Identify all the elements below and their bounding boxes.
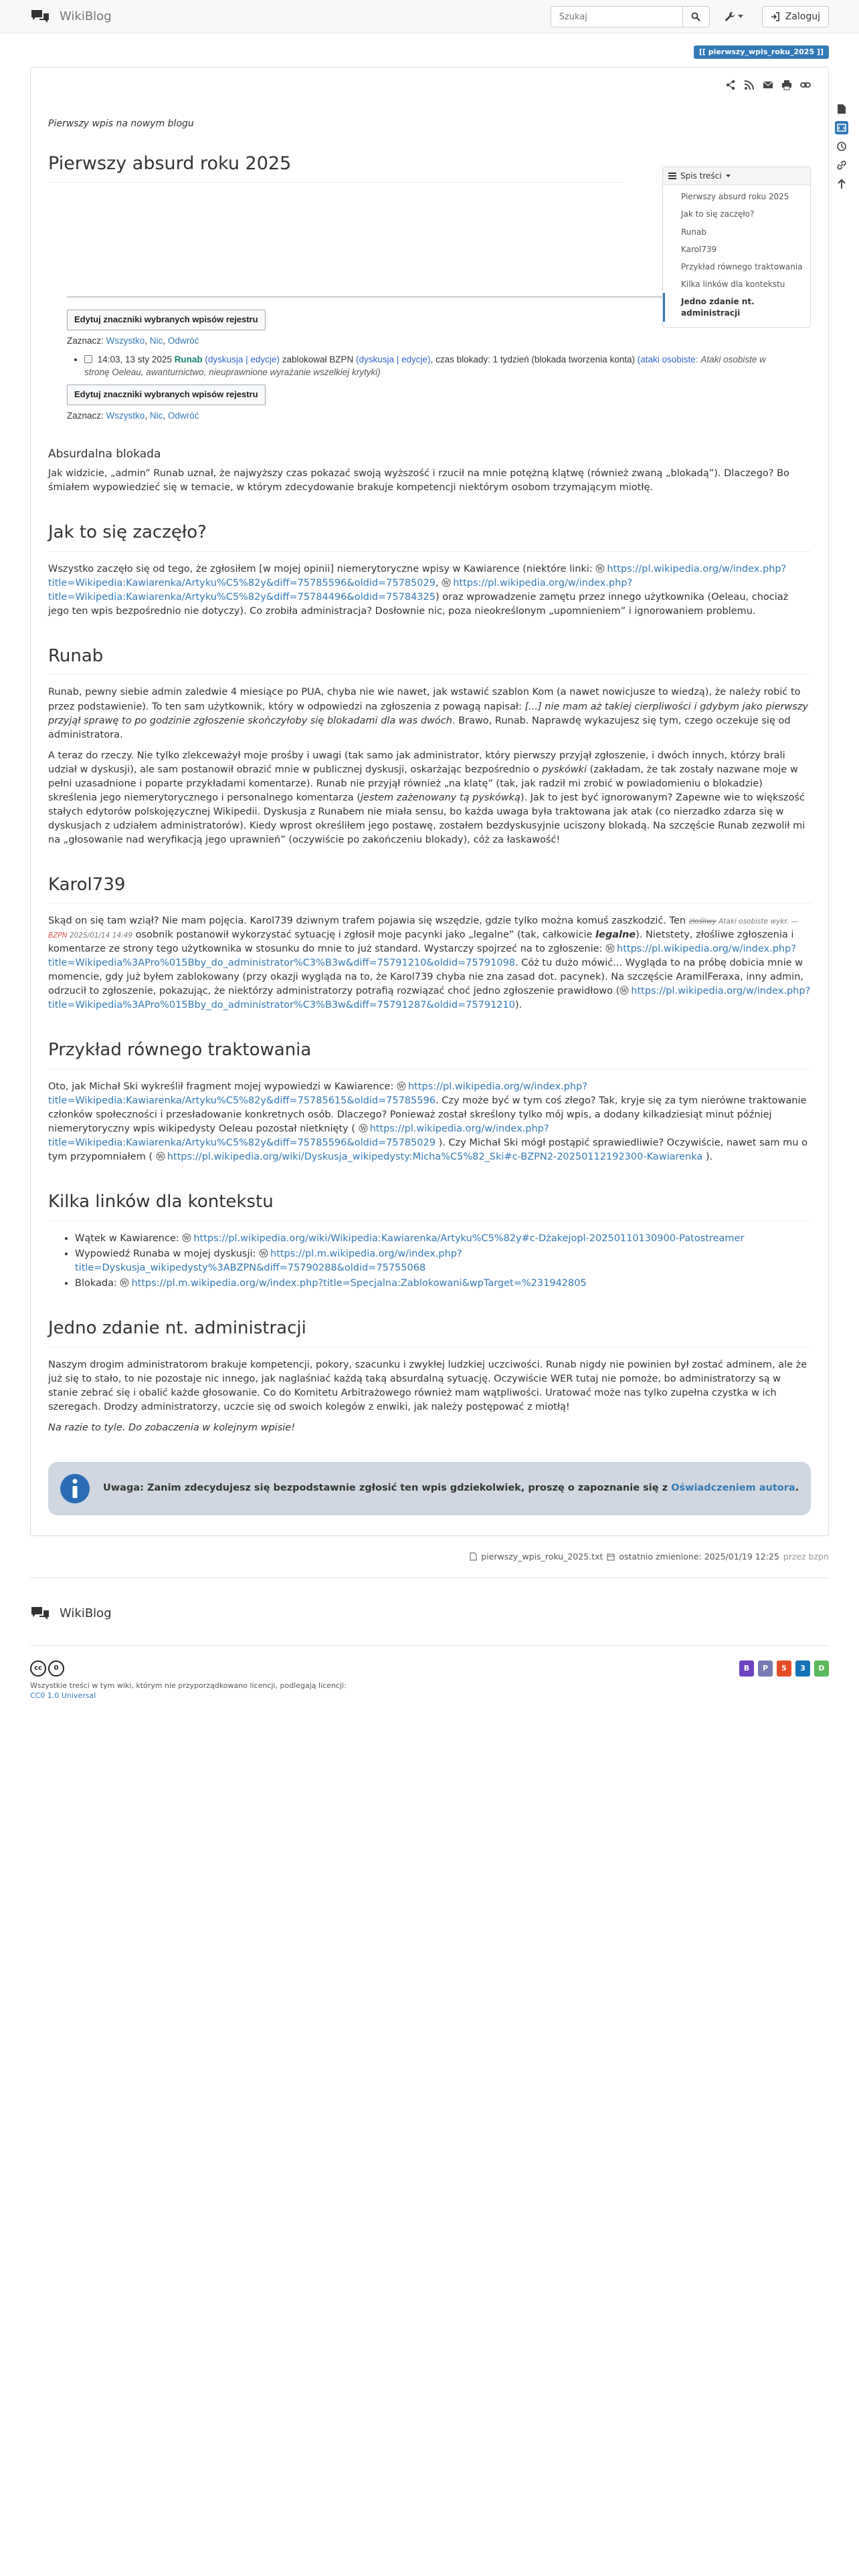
toc-item[interactable]: Jak to się zaczęło? — [681, 209, 755, 219]
source-icon — [837, 123, 846, 132]
login-button[interactable] — [762, 6, 829, 27]
section-heading: Jak to się zaczęło? — [48, 520, 811, 552]
section-heading: Absurdalna blokada — [48, 447, 161, 461]
backlinks-button[interactable] — [835, 158, 848, 172]
svg-text:W: W — [597, 565, 603, 572]
paragraph: Skąd on się tam wziął? Nie mam pojęcia. Karol739 dziwnym trafem pojawia się wszędzie, gdzie tylko można komuś zaszkodzić. Ten złośliwy Ataki osobiste wykr. — BZPN 2025/01/14 14:49 osobnik postanowił wykorzystać sytuację i zgłosił moje pacynki jako „legalne” (tak, całkowicie legalne). Nietstety, złośliwe zgłoszenia i komentarze ze strony tego użytkownika w stosunku do mnie to już standard. Wystarczy spojrzeć na to zgłoszenie: W https://pl.wikipedia.org/w/index.php?title=Wikipedia%3APro%015Bby_do_administrator%C3%B3w&diff=75791210&oldid=75791098. Cóż tu dużo mówić... Wygląda to na próbę dobicia mnie w momencie, gdy już byłem zablokowany (przy okazji wygląda na to, że Karol739 chyba nie zna zasad dot. pacynek). Na szczęście AramilFeraxa, inny admin, odrzucił to zgłoszenie, pokazując, że niektórzy administratorzy potrafią rozwiązać choć jedno zgłoszenie prawidłowo ( W https://pl.wikipedia.org/w/index.php?title=Wikipedia%3APro%015Bby_do_administrator%C3%B3w&diff=75791287&oldid=75791210). — [48, 916, 811, 1011]
svg-text:W: W — [184, 1235, 190, 1241]
log-user-link[interactable]: Runab — [174, 354, 203, 364]
list-icon — [668, 173, 676, 179]
context-links-list — [48, 1232, 811, 1291]
share-icon[interactable] — [725, 80, 736, 90]
caret-down-icon — [738, 15, 743, 19]
permalink-icon[interactable] — [800, 80, 811, 90]
tech-badges — [739, 1660, 829, 1677]
edit-tags-button-bottom[interactable]: Edytuj znaczniki wybranych wpisów rejestru — [67, 385, 266, 405]
section-heading: Jedno zdanie nt. administracji — [48, 1316, 811, 1348]
revisions-button[interactable] — [835, 140, 848, 153]
external-link[interactable]: https://pl.m.wikipedia.org/w/index.php?title=Specjalna:Zablokowani&wpTarget=%231942805 — [131, 1277, 587, 1289]
toc-item[interactable]: Karol739 — [681, 244, 717, 254]
paragraph: Runab, pewny siebie admin zaledwie 4 miesiące po PUA, chyba nie wie nawet, jak wstawić szablon Kom (a nawet nowicjusze to wiedzą), że należy robić to przez podstawienie). To ten sam użytkownik, który w odpowiedzi na zgłoszenia z powagą napisał: [...] nie mam aż takiej cierpliwości i gdybym jako pierwszy przyjął sprawę to po godzinie zgłoszenie skończyłoby się blokadami dla was dwóch. Brawo, Runab. Naprawdę wykazujesz się tym, czego oczekuje się od administratora. — [48, 687, 809, 740]
search-input[interactable] — [551, 6, 683, 27]
side-toolbar — [835, 102, 848, 191]
select-none-link[interactable]: Nic — [149, 410, 163, 421]
license-row — [30, 1646, 829, 1701]
navbar — [0, 0, 859, 33]
paragraph: Jak widzicie, „admin” Runab uznał, że najwyższy czas pokazać swoją wyższość i rzucił na mnie potężną klątwę (również zwaną „blokadą”). Dlaczego? Bo śmiałem wypowiedzieć się w temacie, w którym zdecydowanie brakuje kompetencji niektórym osobom trzymającym miotłę. — [48, 468, 789, 494]
external-link[interactable]: https://pl.wikipedia.org/w/index.php?title=Wikipedia%3APro%015Bby_do_administrator%C3%B3w&diff=75791210&oldid=75791098 — [48, 944, 797, 969]
back-to-top-button[interactable] — [835, 177, 848, 191]
chat-bubbles-icon — [30, 9, 50, 25]
search-button[interactable] — [683, 6, 710, 27]
tools-menu-button[interactable] — [725, 11, 743, 22]
wikipedia-icon — [442, 578, 451, 587]
svg-text:W: W — [398, 1083, 405, 1090]
page-tools — [725, 80, 811, 90]
doc-info: pierwszy_wpis_roku_2025.txt ostatnio zmienione: 2025/01/19 12:25 przez bzpn — [30, 1536, 829, 1563]
svg-text:W: W — [607, 946, 613, 952]
warning-note-text: Uwaga: Zanim zdecydujesz się bezpodstawnie zgłosić ten wpis gdziekolwiek, proszę o zapoznanie się z Oświadczeniem autora. — [103, 1483, 799, 1494]
list-item: • Wypowiedź Runaba w mojej dyskusji: W https://pl.m.wikipedia.org/w/index.php?title=Dyskusja_wikipedysty%3ABZPN&diff=75790288&oldid=75755068 — [75, 1247, 811, 1275]
select-invert-link[interactable]: Odwróć — [167, 336, 199, 346]
external-link[interactable]: https://pl.wikipedia.org/w/index.php?title=Wikipedia:Kawiarenka/Artyku%C5%82y&diff=75785596&oldid=75785029 — [48, 1123, 549, 1149]
email-icon[interactable] — [763, 80, 773, 90]
bootstrap-icon[interactable]: B — [739, 1660, 754, 1677]
sign-in-icon — [771, 12, 780, 21]
svg-text:W: W — [260, 1250, 267, 1257]
select-row-bottom: Zaznacz: Wszystko, Nic, Odwróć — [67, 410, 199, 421]
closing-text: Na razie to tyle. Do zobaczenia w kolejnym wpisie! — [48, 1422, 296, 1433]
select-none-link[interactable]: Nic — [149, 336, 163, 346]
site-brand[interactable] — [30, 8, 112, 25]
edit-tags-button[interactable]: Edytuj znaczniki wybranych wpisów rejestru — [67, 310, 266, 330]
log-user-tools[interactable]: (dyskusja | edycje) — [205, 354, 280, 364]
intro-text: Pierwszy wpis na nowym blogu — [48, 118, 194, 129]
list-item: • Wątek w Kawiarence: W https://pl.wikipedia.org/wiki/Wikipedia:Kawiarenka/Artyku%C5%82y#c-Dżakejopl-20250110130900-Patostreamer — [75, 1232, 811, 1246]
arrow-up-icon — [837, 179, 846, 189]
log-entry-checkbox[interactable] — [84, 355, 92, 363]
wikipedia-icon — [605, 944, 615, 953]
search-icon — [691, 12, 700, 21]
select-invert-link[interactable]: Odwróć — [167, 410, 199, 421]
license-link[interactable]: CC0 1.0 Universal — [30, 1691, 96, 1701]
external-link[interactable]: https://pl.wikipedia.org/w/index.php?title=Wikipedia%3APro%015Bby_do_administrator%C3%B3w&diff=75791287&oldid=75791210 — [48, 986, 811, 1011]
login-label: Zaloguj — [785, 11, 820, 22]
table-of-contents — [662, 167, 811, 328]
cc-icon: cc — [30, 1660, 46, 1677]
wikipedia-icon — [619, 986, 629, 995]
html5-icon[interactable]: 5 — [777, 1660, 791, 1677]
caret-down-icon — [726, 175, 731, 178]
wikipedia-icon — [182, 1233, 191, 1243]
external-link[interactable]: https://pl.wikipedia.org/wiki/Wikipedia:Kawiarenka/Artyku%C5%82y#c-Dżakejopl-20250110130900-Patostreamer — [193, 1232, 745, 1244]
paragraph: Naszym drogim administratorom brakuje kompetencji, pokory, szacunku i zwykłej ludzkiej uczciwości. Runab nigdy nie powinien był zostać adminem, ale że już się to stało, to nie pozostaje nic innego, jak naglaśniać każdą taką absurdalną sytuację. Oczywiście WER tutaj nie pomoże, bo administratorzy są w stanie zebrać się i obalić każde głosowanie. Co do Komitetu Arbitrażowego również mam wątpliwości. Uratować może nas tylko zupełna czystka w ich szeregach. Drodzy administratorzy, uczcie się od swoich kolegów z enwiki, jak należy postępować z miotłą! — [48, 1359, 807, 1412]
php-icon[interactable]: P — [758, 1660, 773, 1677]
footer-brand[interactable]: WikiBlog — [30, 1578, 829, 1646]
wrench-icon — [725, 11, 735, 22]
paragraph: A teraz do rzeczy. Nie tylko zlekceważył moje prośby i uwagi (tak samo jak administrator, który pierwszy przyjął zgłoszenie, i dwóch innych, którzy brali udział w dyskusji), ale sam postanowił obrazić mnie w publicznej dyskusji, oskarżając bezpośrednio o pyskówki (zakładam, że tak zostały nazwane moje w pełni uzasadnione i poparte przykładami komentarze). Runab nie przyjął również „na klatę” (tak, jak radził mi zrobić w powiadomieniu o blokadzie) skreślenia jego niemerytorycznego i personalnego komentarza (jestem zażenowany tą pyskówką). Jak to jest być ignorowanym? Zapewne wie to większość stałych edytorów polskojęzycznej Wikipedii. Dyskusja z Runabem nie miała sensu, bo każda uwaga była traktowana jak atak (co nierzadko zdarza się w dyskusjach z udziałem administratorów). Kiedy wprost określiłem jego postawę, zostałem bezdyskusyjnie uciszony blokadą. Na szczęście Runab zezwolił mi na „głosowanie nad weryfikacją jego uprawnień” (oczywiście po zakończeniu blokady), cóż za łaskawość! — [48, 750, 805, 845]
annotation-user-link[interactable]: BZPN — [48, 932, 68, 940]
toc-item[interactable]: Kilka linków dla kontekstu — [681, 280, 785, 290]
content-panel — [30, 67, 829, 1536]
page-id-badge[interactable]: [[ pierwszy_wpis_roku_2025 ]] — [694, 45, 829, 59]
zero-icon: 0 — [48, 1660, 64, 1677]
license-text: Wszystkie treści w tym wiki, którym nie przyporządkowano licencji, podlegają licencji: CC0 1.0 Universal — [30, 1681, 347, 1701]
file-icon — [837, 104, 846, 114]
wikipedia-icon — [359, 1123, 368, 1133]
toc-item-active[interactable]: Jedno zdanie nt. administracji — [663, 293, 810, 321]
section-heading: Karol739 — [48, 873, 811, 904]
log-attack-link[interactable]: (ataki osobiste: — [637, 354, 698, 364]
select-all-link[interactable]: Wszystko — [106, 410, 145, 421]
wikipedia-icon — [595, 564, 605, 573]
svg-text:W: W — [444, 579, 450, 586]
chat-bubbles-icon — [30, 1606, 50, 1622]
wikipedia-icon — [156, 1152, 165, 1161]
inline-annotation: złośliwy Ataki osobiste wykr. — BZPN 2025/01/14 14:49 — [48, 918, 798, 940]
rss-icon[interactable] — [744, 80, 755, 90]
calendar-icon — [607, 1553, 615, 1561]
list-item: • Blokada: W https://pl.m.wikipedia.org/w/index.php?title=Specjalna:Zablokowani&wpTarget=%231942805 — [75, 1277, 811, 1291]
toc-toggle[interactable] — [663, 167, 810, 185]
svg-text:W: W — [360, 1125, 366, 1132]
file-icon — [470, 1552, 477, 1561]
paragraph: Wszystko zaczęło się od tego, że zgłosiłem [w mojej opinii] niemerytoryczne wpisy w Kawiarence (niektóre linki: W https://pl.wikipedia.org/w/index.php?title=Wikipedia:Kawiarenka/Artyku%C5%82y&diff=75785596&oldid=75785029, W https://pl.wikipedia.org/w/index.php?title=Wikipedia:Kawiarenka/Artyku%C5%82y&diff=75784496&oldid=75784325) oraz wprowadzenie zamętu przez innego użytkownika (Oeleau, chociaż jego ten wpis bezpośrednio nie dotyczy). Co zrobiła administracja? Dosłownie nic, poza nieokreślonym „upomnieniem” i ignorowaniem problemu. — [48, 563, 789, 617]
section-heading: Przykład równego traktowania — [48, 1038, 811, 1069]
section-heading: Kilka linków dla kontekstu — [48, 1190, 811, 1221]
select-row: Zaznacz: Wszystko, Nic, Odwróć — [67, 336, 199, 346]
external-link[interactable]: https://pl.wikipedia.org/w/index.php?title=Wikipedia:Kawiarenka/Artyku%C5%82y&diff=75785596&oldid=75785029 — [48, 563, 787, 588]
external-link[interactable]: https://pl.wikipedia.org/w/index.php?title=Wikipedia:Kawiarenka/Artyku%C5%82y&diff=75785615&oldid=75785596 — [48, 1081, 587, 1107]
wikipedia-icon — [397, 1081, 406, 1091]
brand-name: WikiBlog — [60, 9, 112, 23]
wikipedia-icon — [259, 1249, 268, 1258]
paragraph: Oto, jak Michał Ski wykreślił fragment mojej wypowiedzi w Kawiarence: W https://pl.wikipedia.org/w/index.php?title=Wikipedia:Kawiarenka/Artyku%C5%82y&diff=75785615&oldid=75785596. Czy może być w tym coś złego? Tak, kryje się za tym nierówne traktowanie członków społeczności i przesładowanie konkretnych osób. Dlaczego? Ponieważ został skreślony tylko mój wpis, a dodany kilkadziesiąt minut później niemerytoryczny wpis wikipedysty Oeleau pozostał nietknięty ( W https://pl.wikipedia.org/w/index.php?title=Wikipedia:Kawiarenka/Artyku%C5%82y&diff=75785596&oldid=75785029 ). Czy Michał Ski mógł postąpić sprawiedliwie? Oczywiście, nawet sam mu o tym przypomniałem ( W https://pl.wikipedia.org/wiki/Dyskusja_wikipedysty:Micha%C5%82_Ski#c-BZPN2-20250112192300-Kawiarenka ). — [48, 1081, 807, 1163]
print-icon[interactable] — [781, 80, 792, 90]
author-statement-link[interactable]: Oświadczeniem autora — [671, 1483, 795, 1494]
history-icon — [836, 141, 847, 152]
log-entry: • 14:03, 13 sty 2025 Runab (dyskusja | edycje) zablokował BZPN (dyskusja | edycje), czas blokady: 1 tydzień (blokada tworzenia konta) (ataki osobiste: Ataki osobiste w stronę Oeleau, awanturnictwo, nieuprawnione wyrażanie wszelkiej krytyki) — [84, 353, 789, 379]
svg-text:W: W — [157, 1154, 163, 1160]
external-link[interactable]: https://pl.wikipedia.org/w/index.php?title=Wikipedia:Kawiarenka/Artyku%C5%82y&diff=75784496&oldid=75784325 — [48, 577, 633, 603]
cc-license-logo[interactable] — [30, 1660, 347, 1677]
dokuwiki-icon[interactable]: D — [814, 1660, 829, 1677]
info-icon — [59, 1473, 91, 1505]
svg-text:W: W — [622, 988, 628, 994]
svg-text:W: W — [122, 1279, 128, 1286]
section-heading: Runab — [48, 644, 811, 675]
source-button[interactable] — [835, 121, 848, 134]
log-target-tools[interactable]: (dyskusja | edycje) — [356, 354, 431, 364]
toc-label: Spis treści — [680, 171, 722, 181]
page-title: Pierwszy absurd roku 2025 — [48, 150, 624, 183]
toc-item[interactable]: Przykład równego traktowania — [681, 261, 803, 272]
toc-item[interactable]: Runab — [681, 227, 706, 237]
show-page-button[interactable] — [835, 102, 848, 116]
external-link[interactable]: https://pl.m.wikipedia.org/w/index.php?title=Dyskusja_wikipedysty%3ABZPN&diff=75790288&oldid=75755068 — [75, 1248, 462, 1273]
toc-item[interactable]: Pierwszy absurd roku 2025 — [681, 192, 789, 202]
select-all-link[interactable]: Wszystko — [106, 336, 145, 346]
css3-icon[interactable]: 3 — [795, 1660, 810, 1677]
wikipedia-icon — [120, 1278, 129, 1287]
warning-note — [48, 1462, 811, 1515]
link-icon — [836, 160, 847, 171]
external-link[interactable]: https://pl.wikipedia.org/wiki/Dyskusja_wikipedysty:Micha%C5%82_Ski#c-BZPN2-20250112192300-Kawiarenka — [167, 1152, 703, 1163]
